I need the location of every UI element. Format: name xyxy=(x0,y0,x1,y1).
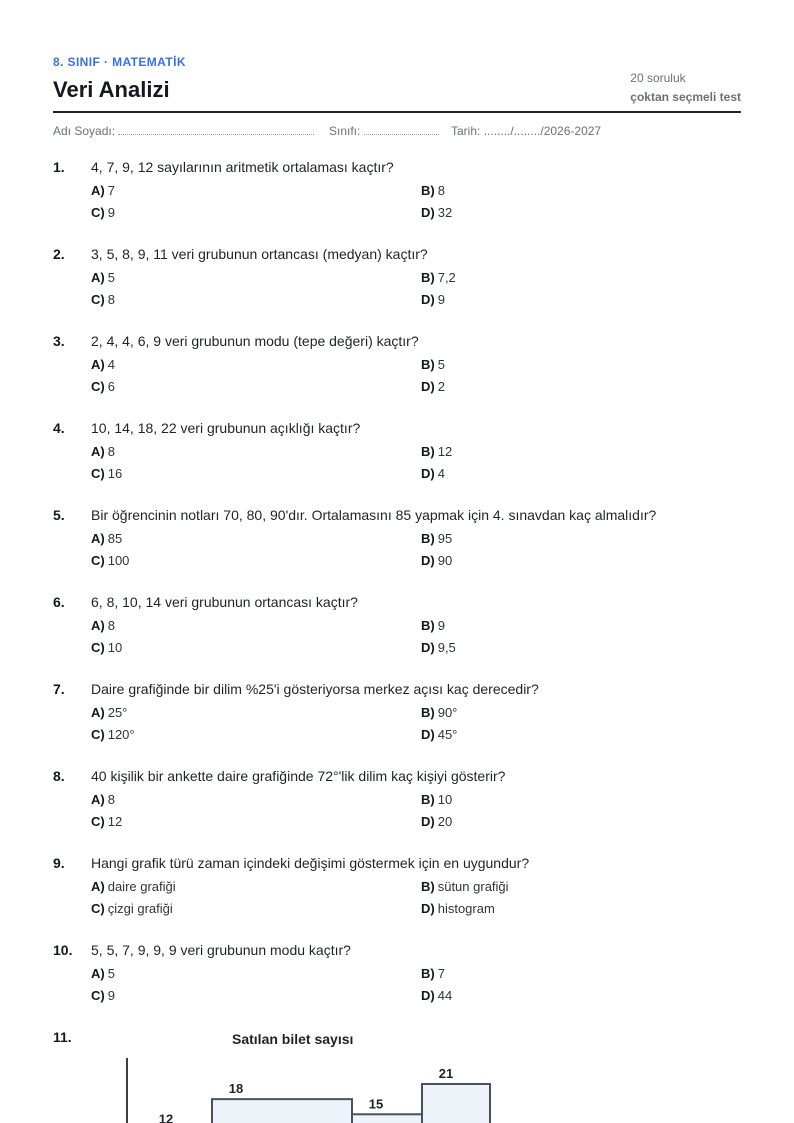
option-text: 16 xyxy=(107,466,123,481)
option-text: 8 xyxy=(107,618,115,633)
answer-option[interactable] xyxy=(421,183,445,198)
class-blank[interactable] xyxy=(364,125,439,135)
question-number: 10. xyxy=(53,942,73,958)
question-number: 2. xyxy=(53,246,65,262)
option-letter: C) xyxy=(91,988,105,1003)
option-letter: D) xyxy=(421,814,435,829)
option-letter: A) xyxy=(91,357,105,372)
answer-option[interactable] xyxy=(91,379,115,394)
answer-option[interactable] xyxy=(91,640,122,655)
option-text: histogram xyxy=(437,901,495,916)
question-text: Hangi grafik türü zaman içindeki değişimi göstermek için en uygundur? xyxy=(91,855,530,871)
option-text: 32 xyxy=(437,205,453,220)
answer-option[interactable] xyxy=(421,531,452,546)
test-meta xyxy=(630,71,741,104)
question-item xyxy=(53,159,743,239)
question-text: 3, 5, 8, 9, 11 veri grubunun ortancası (medyan) kaçtır? xyxy=(91,246,428,262)
answer-option[interactable] xyxy=(91,618,115,633)
option-letter: C) xyxy=(91,379,105,394)
option-letter: C) xyxy=(91,205,105,220)
option-letter: D) xyxy=(421,292,435,307)
option-text: 8 xyxy=(107,792,115,807)
option-letter: D) xyxy=(421,553,435,568)
date-label: Tarih: xyxy=(451,124,481,138)
option-letter: B) xyxy=(421,270,435,285)
option-letter: D) xyxy=(421,901,435,916)
option-letter: A) xyxy=(91,705,105,720)
class-field[interactable] xyxy=(329,124,439,138)
option-letter: A) xyxy=(91,879,105,894)
answer-option[interactable] xyxy=(91,270,115,285)
bar-value-label: 15 xyxy=(368,1096,384,1112)
answer-option[interactable] xyxy=(421,966,445,981)
answer-option[interactable] xyxy=(91,792,115,807)
question-number: 7. xyxy=(53,681,65,697)
option-text: 9 xyxy=(437,618,445,633)
answer-option[interactable] xyxy=(421,988,452,1003)
option-text: sütun grafiği xyxy=(437,879,509,894)
option-text: 8 xyxy=(107,292,115,307)
answer-option[interactable] xyxy=(421,292,445,307)
bar-value-label: 18 xyxy=(228,1081,244,1097)
option-letter: B) xyxy=(421,879,435,894)
option-letter: B) xyxy=(421,618,435,633)
option-text: 45° xyxy=(437,727,458,742)
bar-value-label: 12 xyxy=(158,1111,174,1123)
question-item xyxy=(53,855,743,935)
question-item xyxy=(53,333,743,413)
option-letter: B) xyxy=(421,357,435,372)
name-field[interactable] xyxy=(53,124,314,138)
option-letter: C) xyxy=(91,814,105,829)
option-text: 9,5 xyxy=(437,640,456,655)
bar xyxy=(352,1114,422,1123)
question-number: 9. xyxy=(53,855,65,871)
question-text: 2, 4, 4, 6, 9 veri grubunun modu (tepe değeri) kaçtır? xyxy=(91,333,419,349)
answer-option[interactable] xyxy=(91,988,115,1003)
option-letter: D) xyxy=(421,466,435,481)
page-title: Veri Analizi xyxy=(53,77,170,102)
question-item xyxy=(53,942,743,1022)
question-text: 5, 5, 7, 9, 9, 9 veri grubunun modu kaçtır? xyxy=(91,942,351,958)
option-letter: C) xyxy=(91,640,105,655)
date-value[interactable]: ......../......../2026-2027 xyxy=(483,124,602,138)
question-text: 10, 14, 18, 22 veri grubunun açıklığı kaçtır? xyxy=(91,420,361,436)
option-letter: A) xyxy=(91,966,105,981)
option-letter: B) xyxy=(421,792,435,807)
answer-option[interactable] xyxy=(421,444,452,459)
option-text: 7 xyxy=(107,183,115,198)
option-text: 9 xyxy=(107,988,115,1003)
question-11 xyxy=(0,1025,794,1123)
answer-option[interactable] xyxy=(91,727,135,742)
answer-option[interactable] xyxy=(91,183,115,198)
bar-chart xyxy=(0,1025,794,1123)
option-text: 25° xyxy=(107,705,128,720)
name-blank[interactable] xyxy=(118,125,314,135)
question-number: 11. xyxy=(53,1029,72,1045)
header-divider xyxy=(53,111,741,113)
question-item xyxy=(53,420,743,500)
option-text: 12 xyxy=(107,814,123,829)
answer-option[interactable] xyxy=(421,901,495,916)
answer-option[interactable] xyxy=(91,531,122,546)
answer-option[interactable] xyxy=(91,901,173,916)
question-number: 4. xyxy=(53,420,65,436)
option-text: 6 xyxy=(107,379,115,394)
answer-option[interactable] xyxy=(91,357,115,372)
option-letter: C) xyxy=(91,553,105,568)
option-text: 5 xyxy=(107,966,115,981)
question-item xyxy=(53,681,743,761)
option-letter: B) xyxy=(421,705,435,720)
option-letter: B) xyxy=(421,966,435,981)
option-text: 10 xyxy=(107,640,123,655)
bar-value-label: 21 xyxy=(438,1066,454,1081)
answer-option[interactable] xyxy=(421,879,509,894)
answer-option[interactable] xyxy=(421,357,445,372)
option-text: çizgi grafiği xyxy=(107,901,173,916)
option-text: 7,2 xyxy=(437,270,456,285)
option-text: 100 xyxy=(107,553,130,568)
date-field[interactable] xyxy=(451,124,601,138)
option-letter: A) xyxy=(91,792,105,807)
answer-option[interactable] xyxy=(421,553,452,568)
option-text: 95 xyxy=(437,531,453,546)
option-letter: C) xyxy=(91,727,105,742)
option-text: 8 xyxy=(437,183,445,198)
option-text: 8 xyxy=(107,444,115,459)
option-letter: A) xyxy=(91,270,105,285)
option-letter: C) xyxy=(91,466,105,481)
answer-option[interactable] xyxy=(421,466,445,481)
option-text: 20 xyxy=(437,814,453,829)
test-type: çoktan seçmeli test xyxy=(630,90,741,104)
option-letter: A) xyxy=(91,618,105,633)
question-number: 3. xyxy=(53,333,65,349)
answer-option[interactable] xyxy=(91,966,115,981)
answer-option[interactable] xyxy=(421,792,452,807)
option-text: 9 xyxy=(437,292,445,307)
answer-option[interactable] xyxy=(421,270,456,285)
bar xyxy=(212,1099,352,1123)
answer-option[interactable] xyxy=(421,205,452,220)
option-text: 4 xyxy=(107,357,115,372)
option-letter: B) xyxy=(421,531,435,546)
class-label: Sınıfı: xyxy=(329,124,361,138)
option-text: 9 xyxy=(107,205,115,220)
question-item xyxy=(53,507,743,587)
option-letter: C) xyxy=(91,292,105,307)
option-text: 44 xyxy=(437,988,453,1003)
option-text: 5 xyxy=(437,357,445,372)
question-text: 40 kişilik bir ankette daire grafiğinde 72°'lik dilim kaç kişiyi gösterir? xyxy=(91,768,506,784)
answer-option[interactable] xyxy=(91,466,122,481)
option-letter: A) xyxy=(91,444,105,459)
answer-option[interactable] xyxy=(91,444,115,459)
option-letter: A) xyxy=(91,183,105,198)
question-item xyxy=(53,246,743,326)
option-text: 120° xyxy=(107,727,135,742)
bar xyxy=(422,1084,490,1123)
option-text: 85 xyxy=(107,531,123,546)
option-text: 90 xyxy=(437,553,453,568)
option-text: 90° xyxy=(437,705,458,720)
question-text: 6, 8, 10, 14 veri grubunun ortancası kaçtır? xyxy=(91,594,358,610)
option-letter: D) xyxy=(421,988,435,1003)
option-text: 10 xyxy=(437,792,453,807)
question-number: 8. xyxy=(53,768,65,784)
answer-option[interactable] xyxy=(91,879,176,894)
option-letter: B) xyxy=(421,444,435,459)
option-text: 7 xyxy=(437,966,445,981)
answer-option[interactable] xyxy=(91,292,115,307)
option-letter: D) xyxy=(421,379,435,394)
question-item xyxy=(53,768,743,848)
name-label: Adı Soyadı: xyxy=(53,124,116,138)
option-letter: A) xyxy=(91,531,105,546)
chart-title: Satılan bilet sayısı xyxy=(232,1031,354,1047)
answer-option[interactable] xyxy=(421,814,452,829)
option-text: 12 xyxy=(437,444,453,459)
answer-option[interactable] xyxy=(421,727,457,742)
option-letter: C) xyxy=(91,901,105,916)
question-item xyxy=(53,594,743,674)
subject-label: 8. SINIF · MATEMATİK xyxy=(53,55,186,69)
answer-option[interactable] xyxy=(91,205,115,220)
option-text: 5 xyxy=(107,270,115,285)
option-text: 2 xyxy=(437,379,445,394)
question-text: Bir öğrencinin notları 70, 80, 90'dır. Ortalamasını 85 yapmak için 4. sınavdan kaç almalıdır? xyxy=(91,507,657,523)
option-letter: D) xyxy=(421,640,435,655)
answer-option[interactable] xyxy=(91,814,122,829)
question-count: 20 soruluk xyxy=(630,71,686,85)
question-number: 1. xyxy=(53,159,65,175)
answer-option[interactable] xyxy=(421,705,457,720)
option-text: 4 xyxy=(437,466,445,481)
option-letter: B) xyxy=(421,183,435,198)
answer-option[interactable] xyxy=(421,618,445,633)
answer-option[interactable] xyxy=(91,553,129,568)
answer-option[interactable] xyxy=(421,640,456,655)
answer-option[interactable] xyxy=(421,379,445,394)
question-number: 5. xyxy=(53,507,65,523)
option-text: daire grafiği xyxy=(107,879,176,894)
question-text: Daire grafiğinde bir dilim %25'i gösteriyorsa merkez açısı kaç derecedir? xyxy=(91,681,539,697)
answer-option[interactable] xyxy=(91,705,127,720)
question-text: 4, 7, 9, 12 sayılarının aritmetik ortalaması kaçtır? xyxy=(91,159,394,175)
option-letter: D) xyxy=(421,205,435,220)
option-letter: D) xyxy=(421,727,435,742)
question-number: 6. xyxy=(53,594,65,610)
